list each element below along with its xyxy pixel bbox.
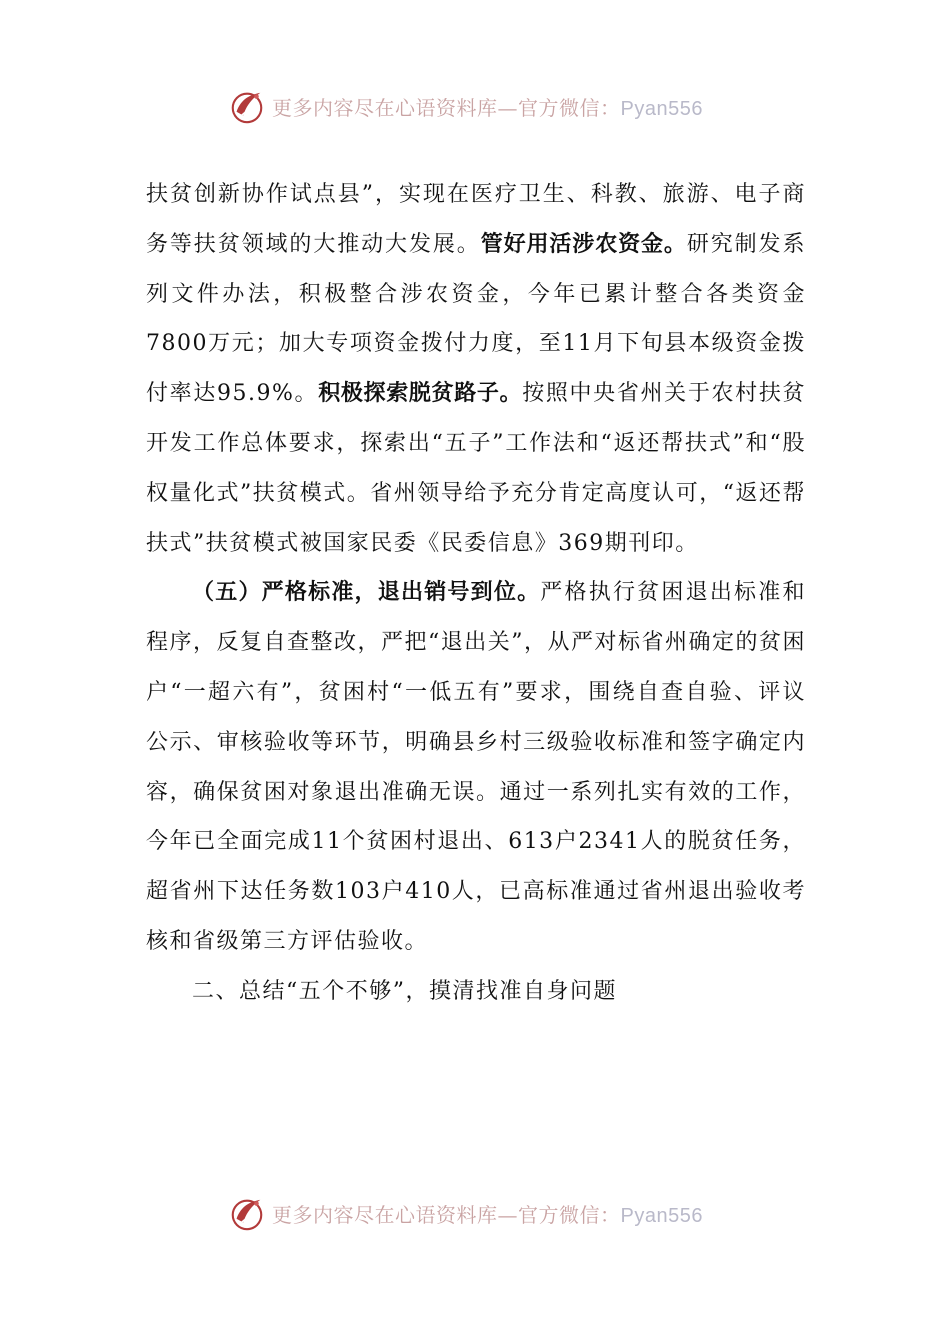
footer-watermark [228, 1193, 748, 1233]
watermark-text: 更多内容尽在心语资料库—官方微信：Pyan556 [272, 1202, 703, 1227]
logo-icon [228, 87, 266, 125]
watermark-text: 更多内容尽在心语资料库—官方微信：Pyan556 [272, 95, 703, 120]
bold-heading: 管好用活涉农资金。 [480, 231, 687, 257]
paragraph-3-section-title: 二、总结“五个不够”，摸清找准自身问题 [192, 978, 617, 1004]
section-heading: （五）严格标准，退出销号到位。 [192, 580, 541, 606]
document-body [146, 170, 806, 1017]
logo-icon [228, 1194, 266, 1232]
header-watermark [228, 86, 748, 126]
paragraph-2: （五）严格标准，退出销号到位。严格执行贫困退出标准和程序，反复自查整改，严把“退出关”，从严对标省州确定的贫困户“一超六有”，贫困村“一低五有”要求，围绕自查自验、评议公示、审核验收等环节，明确县乡村三级验收标准和签字确定内容，确保贫困对象退出准确无误。通过一系列扎实有效的工作，今年已全面完成11个贫困村退出、613户2341人的脱贫任务，超省州下达任务数103户410人，已高标准通过省州退出验收考核和省级第三方评估验收。 [146, 580, 806, 954]
bold-heading: 积极探索脱贫路子。 [318, 381, 523, 407]
paragraph-1: 扶贫创新协作试点县”，实现在医疗卫生、科教、旅游、电子商务等扶贫领域的大推动大发展。管好用活涉农资金。研究制发系列文件办法，积极整合涉农资金，今年已累计整合各类资金7800万元；加大专项资金拨付力度，至11月下旬县本级资金拨付率达95.9%。积极探索脱贫路子。按照中央省州关于农村扶贫开发工作总体要求，探索出“五子”工作法和“返还帮扶式”和“股权量化式”扶贫模式。省州领导给予充分肯定高度认可，“返还帮扶式”扶贫模式被国家民委《民委信息》369期刊印。 [146, 182, 806, 556]
